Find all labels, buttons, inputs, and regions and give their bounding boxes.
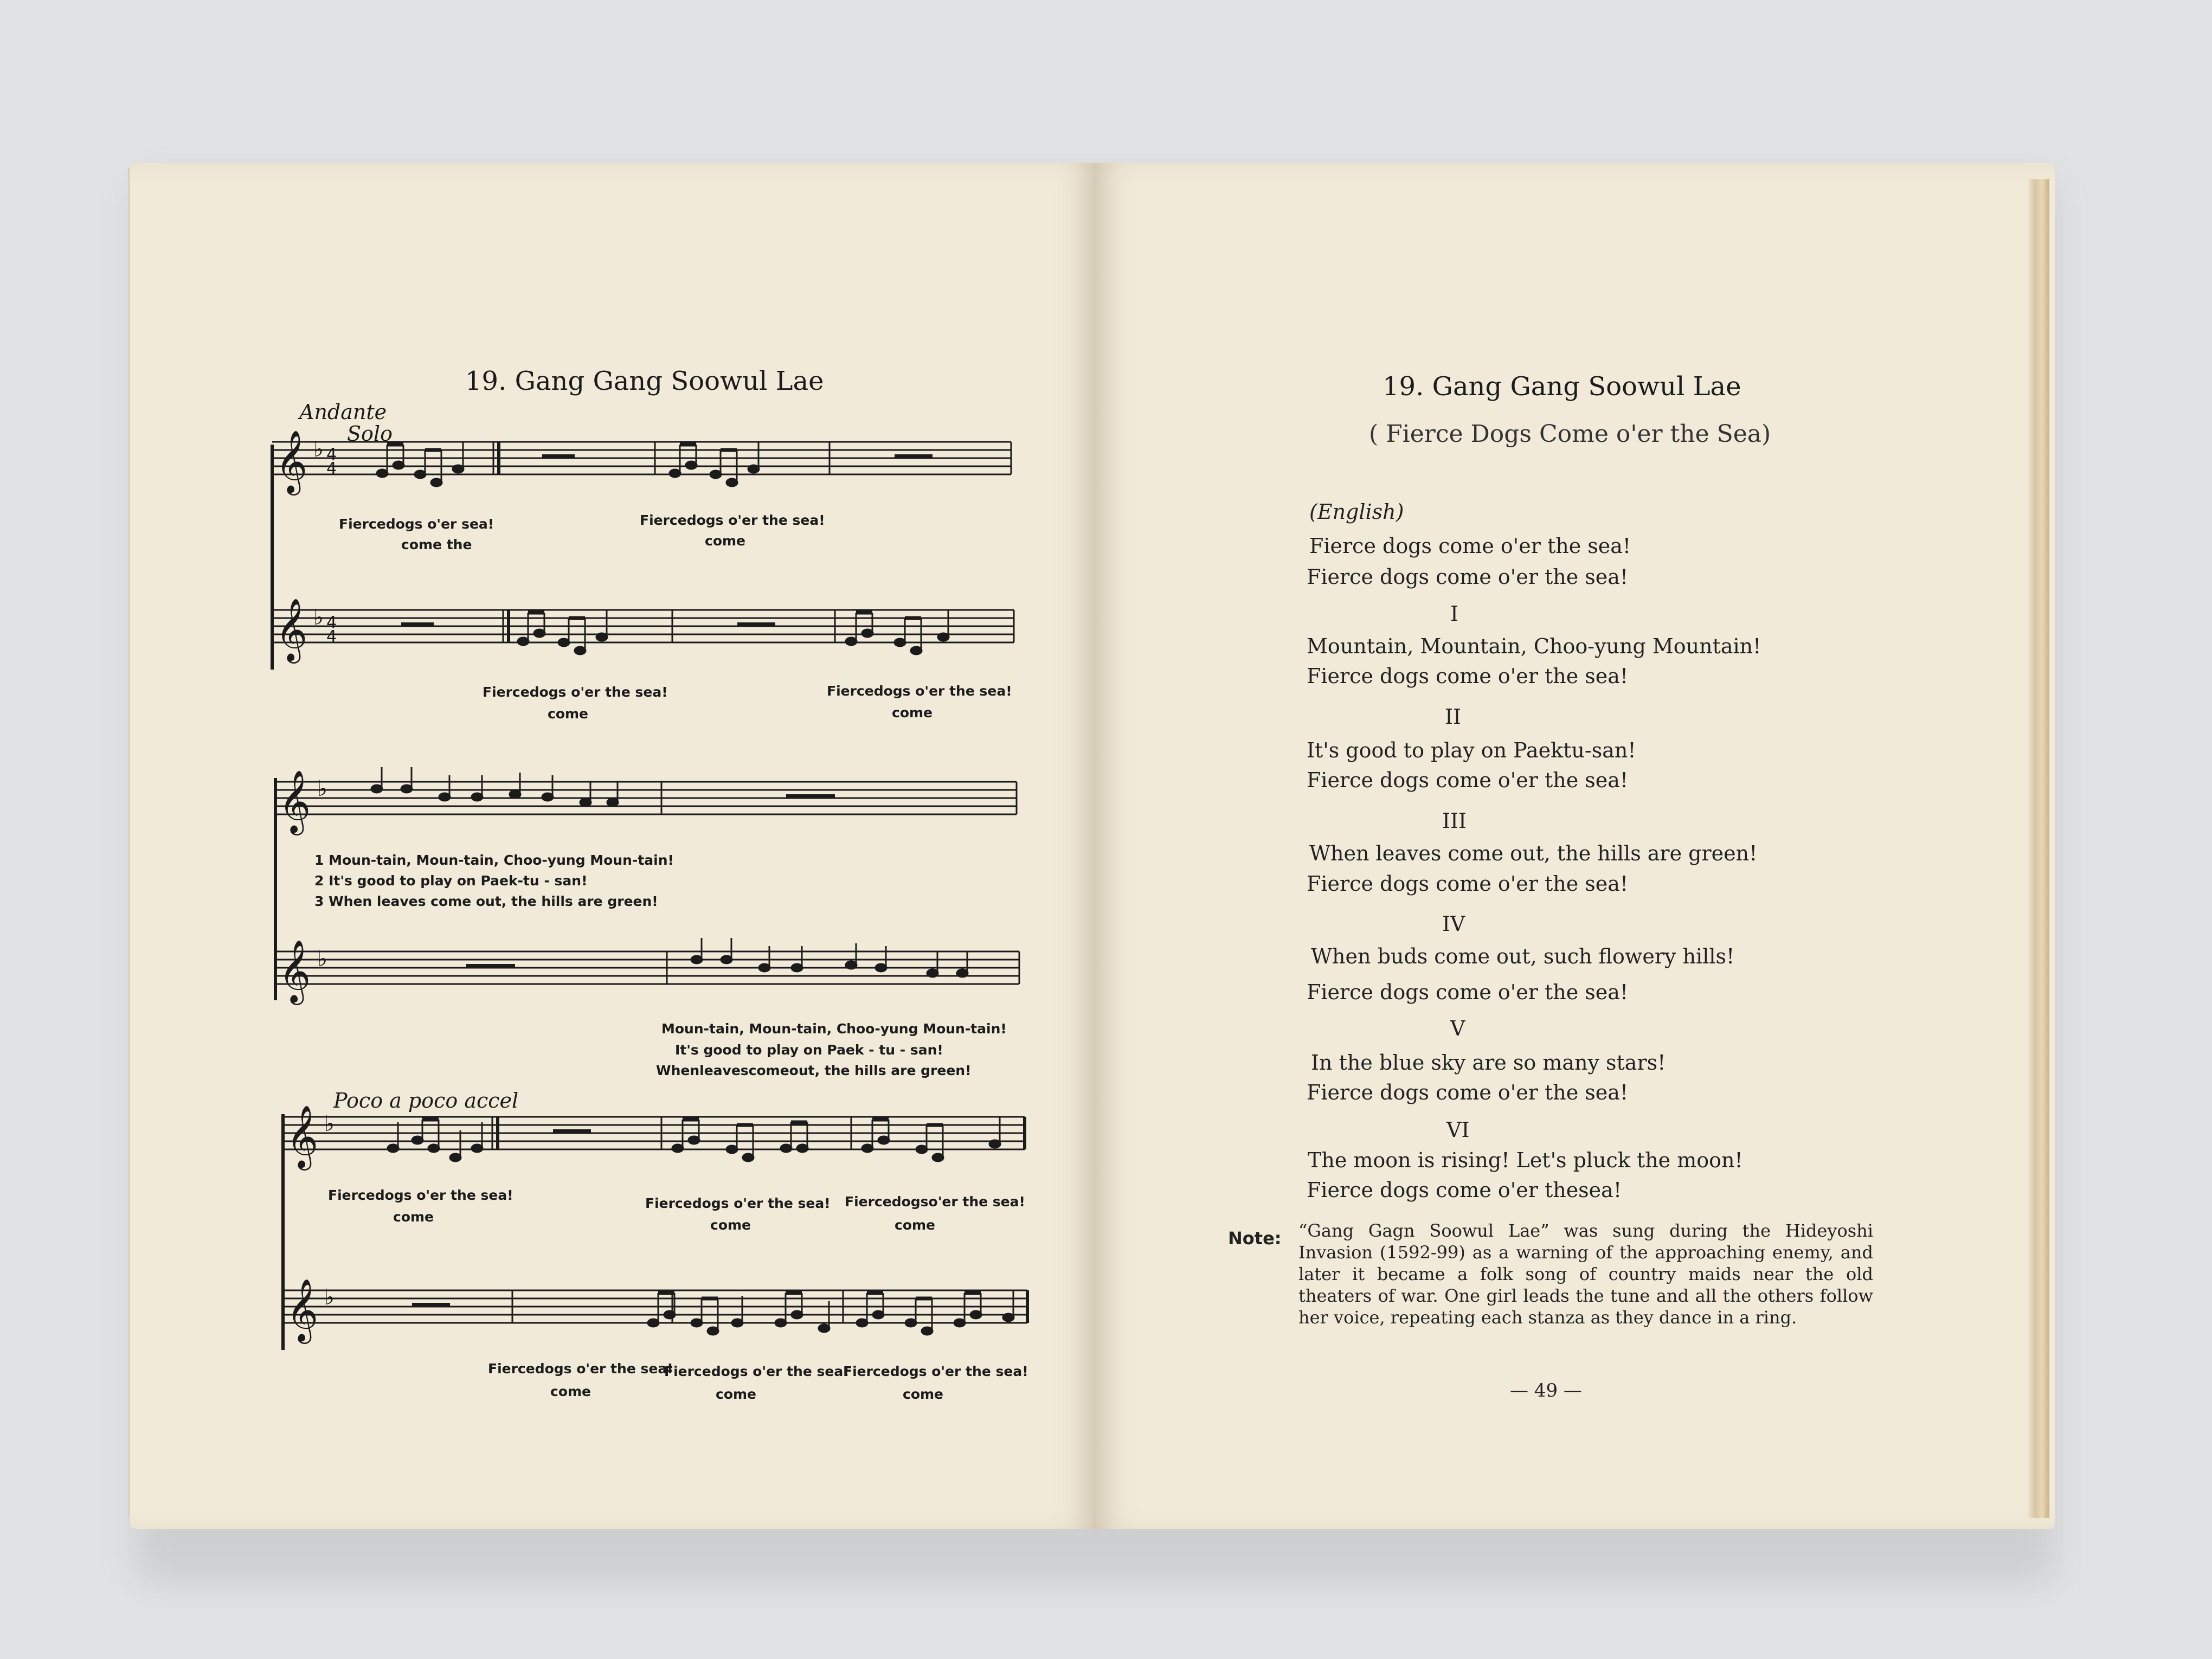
lyric-line: Fiercedogs o'er the sea! (645, 1195, 831, 1211)
lyric-line: Fiercedogs o'er the sea! (640, 512, 825, 528)
lyric-line: come (903, 1386, 943, 1402)
verse-line: It's good to play on Paek - tu - san! (675, 1042, 943, 1058)
refrain-line: Fierce dogs come o'er the sea! (1307, 565, 1629, 589)
language-label: (English) (1309, 500, 1404, 524)
verse-line: 3 When leaves come out, the hills are green! (314, 893, 658, 909)
svg-text:𝄞: 𝄞 (279, 939, 311, 1002)
lyric-line: come (710, 1217, 751, 1233)
page-number: — 49 — (1510, 1380, 1582, 1401)
svg-text:♭: ♭ (324, 1111, 335, 1136)
svg-text:4: 4 (326, 459, 337, 478)
lyric-line: come (895, 1217, 935, 1233)
stanza-numeral: II (1445, 705, 1462, 729)
lyric-line: come (550, 1384, 591, 1399)
lyric-line: come (393, 1209, 434, 1225)
stanza-line: The moon is rising! Let's pluck the moon! (1308, 1148, 1743, 1172)
stanza-line: When buds come out, such flowery hills! (1311, 944, 1735, 968)
note-label: Note: (1228, 1228, 1282, 1249)
stanza-line: In the blue sky are so many stars! (1311, 1051, 1666, 1075)
tempo-marking: Poco a poco accel (333, 1089, 519, 1113)
stanza-numeral: I (1450, 602, 1459, 626)
stanza-numeral: IV (1442, 912, 1465, 936)
svg-text:4: 4 (326, 445, 337, 464)
staff-4 (275, 951, 1019, 984)
right-page-edge (2028, 179, 2049, 1518)
lyric-line: come (705, 533, 745, 549)
svg-text:♭: ♭ (317, 947, 327, 972)
svg-text:𝄞: 𝄞 (286, 1104, 319, 1168)
refrain-line: Fierce dogs come o'er the sea! (1307, 872, 1629, 896)
svg-text:𝄞: 𝄞 (279, 769, 311, 833)
svg-text:♭: ♭ (324, 1285, 335, 1310)
verse-line: 2 It's good to play on Paek-tu - san! (314, 873, 588, 889)
stanza-line: Mountain, Mountain, Choo-yung Mountain! (1307, 634, 1761, 658)
left-page (130, 163, 1095, 1529)
verse-line: Moun-tain, Moun-tain, Choo-yung Moun-tain! (661, 1021, 1007, 1037)
refrain-line: Fierce dogs come o'er the sea! (1307, 1081, 1629, 1104)
stanza-numeral: III (1442, 809, 1467, 833)
right-page (1095, 163, 2055, 1529)
svg-text:4: 4 (326, 627, 337, 646)
lyric-line: Fiercedogs o'er sea! (339, 516, 494, 532)
stanza-numeral: VI (1446, 1118, 1470, 1142)
svg-text:𝄞: 𝄞 (275, 597, 308, 661)
stanza-line: It's good to play on Paektu-san! (1307, 738, 1636, 762)
song-subtitle: ( Fierce Dogs Come o'er the Sea) (1369, 420, 1771, 448)
lyric-line: Fiercedogs o'er the sea! (328, 1187, 513, 1203)
verse-line: 1 Moun-tain, Moun-tain, Choo-yung Moun-tain! (314, 852, 674, 868)
stanza-numeral: V (1450, 1017, 1465, 1040)
lyric-line: come (548, 706, 588, 722)
stanza-line: When leaves come out, the hills are green! (1309, 841, 1758, 865)
lyric-line: Fiercedogs o'er the sea! (483, 684, 668, 700)
svg-text:♭: ♭ (313, 605, 324, 630)
lyric-line: Fiercedogs o'er the sea! (827, 683, 1012, 699)
refrain-line: Fierce dogs come o'er the sea! (1309, 534, 1631, 558)
svg-text:4: 4 (326, 613, 337, 632)
music-notation (130, 163, 1095, 1529)
refrain-line: Fierce dogs come o'er thesea! (1307, 1178, 1622, 1202)
song-title-right: 19. Gang Gang Soowul Lae (1382, 371, 1741, 402)
refrain-line: Fierce dogs come o'er the sea! (1307, 664, 1629, 688)
verse-line: Whenleavescomeout, the hills are green! (656, 1063, 972, 1078)
lyric-line: come (716, 1386, 756, 1402)
lyric-line: come the (401, 537, 472, 552)
staff-2 (272, 610, 1014, 642)
lyric-line: Fiercedogs o'er the sea! (664, 1364, 850, 1379)
lyric-line: come (892, 705, 933, 721)
svg-text:♭: ♭ (313, 437, 324, 462)
song-title-left: 19. Gang Gang Soowul Lae (465, 366, 824, 396)
note-text: “Gang Gagn Soowul Lae” was sung during the Hideyoshi Invasion (1592-99) as a warning of the approaching enemy, and later it became a folk song of country maids near the old theaters of war. One girl leads the tune and all the others follow her voice, repeating each stanza as they dance in a ring. (1298, 1220, 1873, 1328)
tempo-marking: Andante (299, 400, 387, 424)
lyric-line: Fiercedogs o'er the sea! (843, 1364, 1028, 1379)
lyric-line: Fiercedogs o'er the sea! (488, 1361, 673, 1377)
solo-marking: Solo (347, 422, 393, 446)
svg-text:♭: ♭ (317, 776, 327, 801)
staff-3 (275, 782, 1017, 814)
lyric-line: Fiercedogso'er the sea! (845, 1194, 1025, 1210)
refrain-line: Fierce dogs come o'er the sea! (1307, 980, 1629, 1004)
refrain-line: Fierce dogs come o'er the sea! (1307, 768, 1629, 792)
svg-text:𝄞: 𝄞 (286, 1278, 319, 1341)
treble-clef: 𝄞 (275, 429, 308, 493)
